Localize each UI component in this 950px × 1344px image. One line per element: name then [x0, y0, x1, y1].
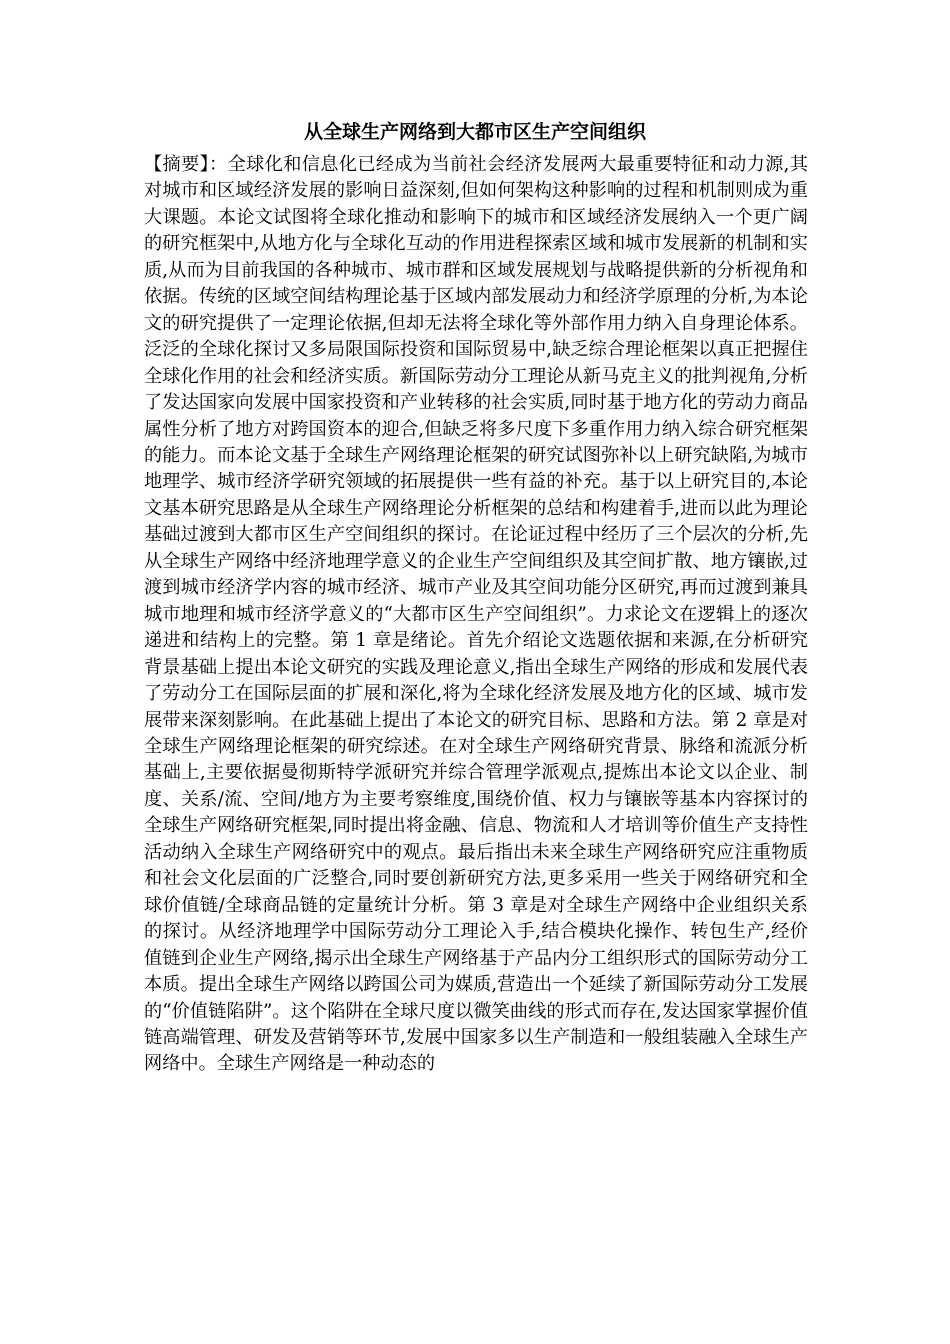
abstract-label: 【摘要】	[144, 154, 210, 175]
abstract-paragraph	[144, 152, 808, 1078]
document-title: 从全球生产网络到大都市区生产空间组织	[303, 121, 646, 143]
abstract-text: 全球化和信息化已经成为当前社会经济发展两大最重要特征和动力源,其对城市和区域经济发展的影响日益深刻,但如何架构这种影响的过程和机制则成为重大课题。本论文试图将全球化推动和影响下的城市和区域经济发展纳入一个更广阔的研究框架中,从地方化与全球化互动的作用进程探索区域和城市发展新的机制和实质,从而为目前我国的各种城市、城市群和区域发展规划与战略提供新的分析视角和依据。传统的区域空间结构理论基于区域内部发展动力和经济学原理的分析,为本论文的研究提供了一定理论依据,但却无法将全球化等外部作用力纳入自身理论体系。泛泛的全球化探讨又多局限国际投资和国际贸易中,缺乏综合理论框架以真正把握住全球化作用的社会和经济实质。新国际劳动分工理论从新马克主义的批判视角,分析了发达国家向发展中国家投资和产业转移的社会实质,同时基于地方化的劳动力商品属性分析了地方对跨国资本的迎合,但缺乏将多尺度下多重作用力纳入综合研究框架的能力。而本论文基于全球生产网络理论框架的研究试图弥补以上研究缺陷,为城市地理学、城市经济学研究领域的拓展提供一些有益的补充。基于以上研究目的,本论文基本研究思路是从全球生产网络理论分析框架的总结和构建着手,进而以此为理论基础过渡到大都市区生产空间组织的探讨。在论证过程中经历了三个层次的分析,先从全球生产网络中经济地理学意义的企业生产空间组织及其空间扩散、地方镶嵌,过渡到城市经济学内容的城市经济、城市产业及其空间功能分区研究,再而过渡到兼具城市地理和城市经济学意义的“大都市区生产空间组织”。力求论文在逻辑上的逐次递进和结构上的完整。第 1 章是绪论。首先介绍论文选题依据和来源,在分析研究背景基础上提出本论文研究的实践及理论意义,指出全球生产网络的形成和发展代表了劳动分工在国际层面的扩展和深化,将为全球化经济发展及地方化的区域、城市发展带来深刻影响。在此基础上提出了本论文的研究目标、思路和方法。第 2 章是对全球生产网络理论框架的研究综述。在对全球生产网络研究背景、脉络和流派分析基础上,主要依据曼彻斯特学派研究并综合管理学派观点,提炼出本论文以企业、制度、关系/流、空间/地方为主要考察维度,围绕价值、权力与镶嵌等基本内容探讨的全球生产网络研究框架,同时提出将金融、信息、物流和人才培训等价值生产支持性活动纳入全球生产网络研究中的观点。最后指出未来全球生产网络研究应注重物质和社会文化层面的广泛整合,同时要创新研究方法,更多采用一些关于网络研究和全球价值链/全球商品链的定量统计分析。第 3 章是对全球生产网络中企业组织关系的探讨。从经济地理学中国际劳动分工理论入手,结合模块化操作、转包生产,经价值链到企业生产网络,揭示出全球生产网络基于产品内分工组织形式的国际劳动分工本质。提出全球生产网络以跨国公司为媒质,营造出一个延续了新国际劳动分工发展的“价值链陷阱”。这个陷阱在全球尺度以微笑曲线的形式而存在,发达国家掌握价值链高端管理、研发及营销等环节,发展中国家多以生产制造和一般组装融入全球生产网络中。全球生产网络是一种动态的	[144, 154, 808, 1075]
abstract-separator: ：	[209, 154, 228, 175]
